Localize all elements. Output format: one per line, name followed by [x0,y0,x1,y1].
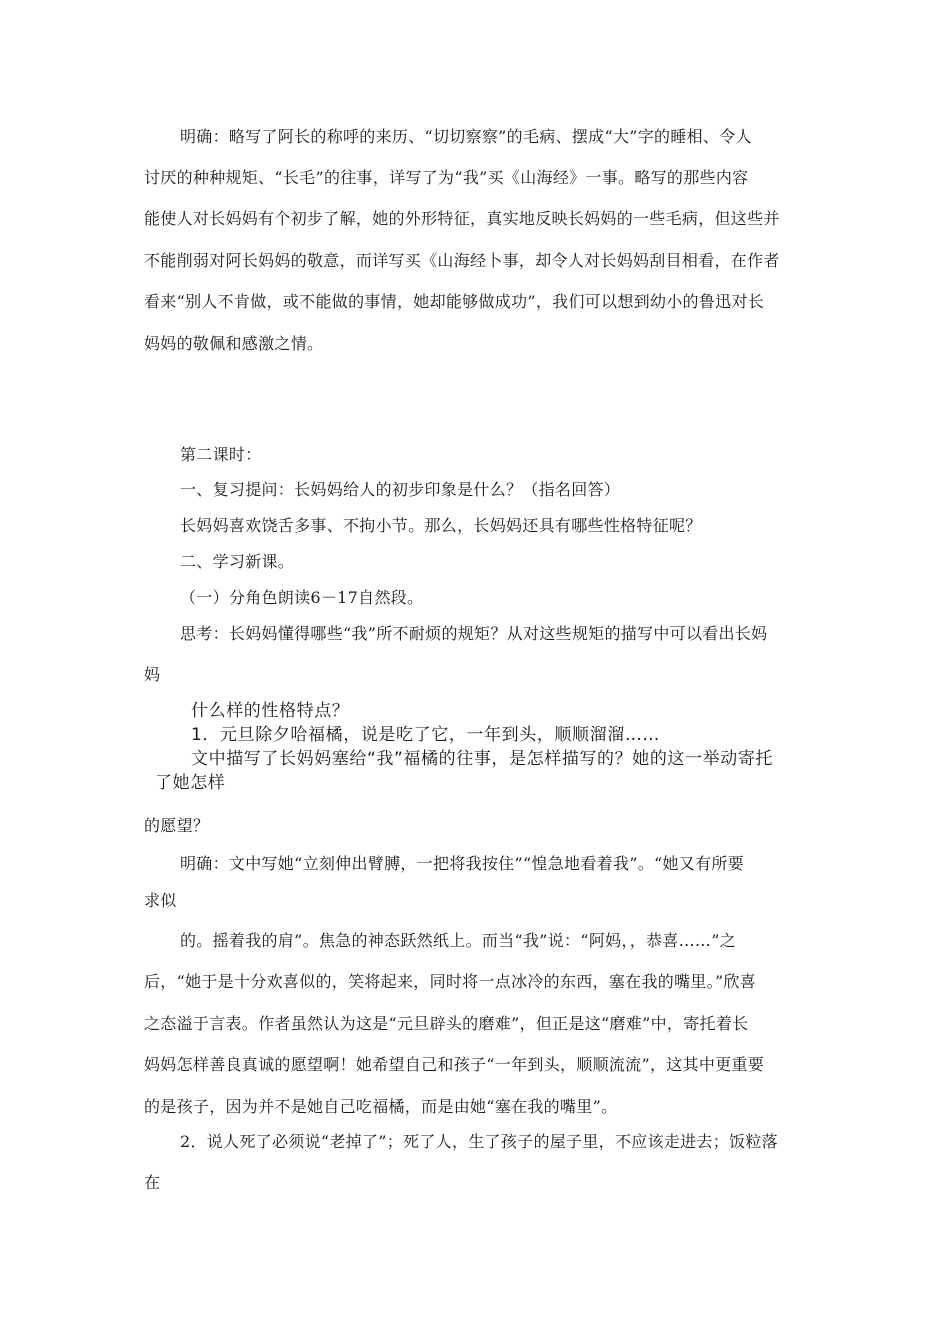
item-two-line: 2．说人死了必须说“老掉了”；死了人，生了孩子的屋子里，不应该走进去；饭粒落 [180,1132,778,1151]
think-question: 思考：长妈妈懂得哪些“我”所不耐烦的规矩？从对这些规矩的描写中可以看出长妈 [180,624,768,643]
paragraph-line: 后，“她于是十分欢喜似的，笑将起来，同时将一点冰冷的东西，塞在我的嘴里。”欣喜 [144,972,757,991]
paragraph-line: 看来“别人不肯做，或不能做的事情，她却能够做成功”，我们可以想到幼小的鲁迅对长 [144,292,765,311]
wish-line: 的愿望？ [144,816,210,835]
paragraph-line: 妈妈怎样善良真诚的愿望啊！她希望自己和孩子“一年到头，顺顺流流”，这其中更重要 [144,1055,765,1074]
lesson-heading: 第二课时： [180,445,262,464]
paragraph-line: 之态溢于言表。作者虽然认为这是“元旦辟头的磨难”，但正是这“磨难”中，寄托着长 [144,1014,749,1033]
paragraph-line: 明确：略写了阿长的称呼的来历、“切切察察”的毛病、摆成“大”字的睡相、令人 [180,127,752,146]
clarify-line: 明确：文中写她“立刻伸出臂膊，一把将我按住”“惶急地看着我”。“她又有所要 [180,854,744,873]
item-two-line-wrap: 在 [144,1173,161,1192]
block-line: 1．元旦除夕哈福橘，说是吃了它，一年到头，顺顺溜溜…… [191,725,661,745]
paragraph-line: 能使人对长妈妈有个初步了解，她的外形特征，真实地反映长妈妈的一些毛病，但这些并 [144,209,780,228]
review-answer: 长妈妈喜欢饶舌多事、不拘小节。那么，长妈妈还具有哪些性格特征呢？ [180,516,702,535]
paragraph-line: 讨厌的种种规矩、“长毛”的往事，详写了为“我”买《山海经》一事。略写的那些内容 [144,168,749,187]
paragraph-line: 的。摇着我的肩”。焦急的神态跃然纸上。而当“我”说：“阿妈，，恭喜……”之 [180,931,736,950]
reading-task: （一）分角色朗读6－17自然段。 [180,588,424,607]
paragraph-line: 妈妈的敬佩和感激之情。 [144,334,324,353]
clarify-line-wrap: 求似 [144,891,177,910]
review-question: 一、复习提问：长妈妈给人的初步印象是什么？（指名回答） [180,480,621,499]
block-line: 文中描写了长妈妈塞给“我”福橘的往事，是怎样描写的？她的这一举动寄托 [191,749,774,769]
paragraph-line: 的是孩子，因为并不是她自己吃福橘，而是由她“塞在我的嘴里”。 [144,1097,618,1116]
think-question-wrap: 妈 [144,665,161,684]
new-lesson-heading: 二、学习新课。 [180,552,295,571]
block-line: 了她怎样 [155,773,226,793]
paragraph-line: 不能削弱对阿长妈妈的敬意，而详写买《山海经卜事，却令人对长妈妈刮目相看，在作者 [144,251,780,270]
block-line: 什么样的性格特点？ [191,701,350,721]
